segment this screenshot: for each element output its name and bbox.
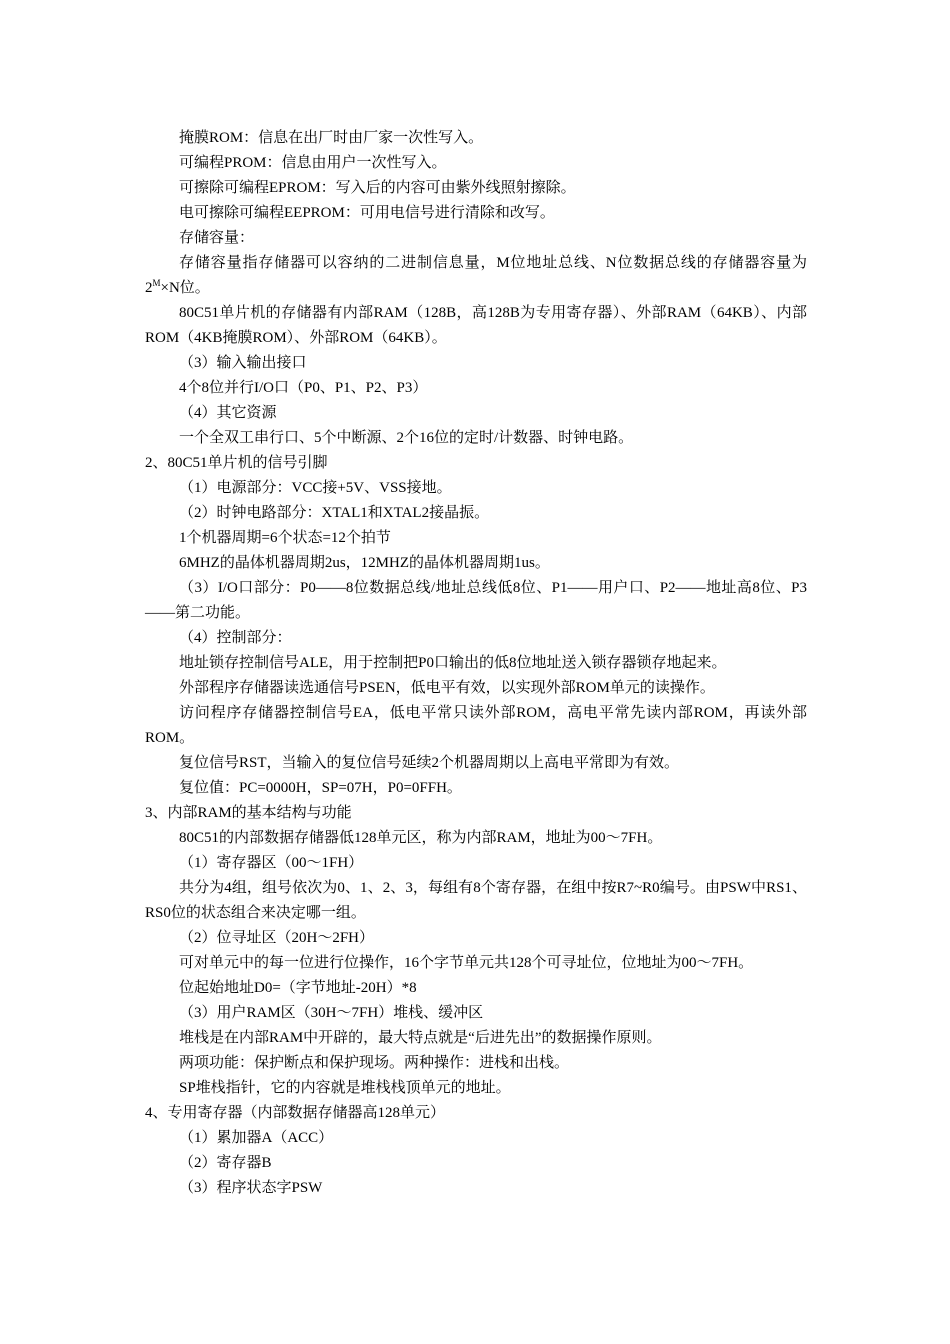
capacity-superscript: M (152, 278, 161, 288)
paragraph-power: （1）电源部分：VCC接+5V、VSS接地。 (179, 480, 452, 496)
paragraph-accumulator: （1）累加器A（ACC） (179, 1130, 334, 1146)
paragraph-prom: 可编程PROM：信息由用户一次性写入。 (179, 155, 447, 171)
paragraph-80c51-memory: 80C51单片机的存储器有内部RAM（128B，高128B为专用寄存器）、外部RAM（64KB）、内部ROM（4KB掩膜ROM）、外部ROM（64KB）。 (145, 305, 807, 346)
paragraph-rst: 复位信号RST，当输入的复位信号延续2个机器周期以上高电平常即为有效。 (179, 755, 680, 771)
paragraph-internal-ram: 80C51的内部数据存储器低128单元区，称为内部RAM，地址为00～7FH。 (179, 830, 663, 846)
paragraph-storage-capacity-heading: 存储容量： (179, 230, 255, 246)
paragraph-psw: （3）程序状态字PSW (179, 1180, 323, 1196)
paragraph-stack-pointer: SP堆栈指针，它的内容就是堆栈栈顶单元的地址。 (179, 1080, 511, 1096)
paragraph-stack-functions: 两项功能：保护断点和保护现场。两种操作：进栈和出栈。 (179, 1055, 570, 1071)
section-heading-special-registers: 4、专用寄存器（内部数据存储器高128单元） (145, 1105, 446, 1121)
paragraph-ale: 地址锁存控制信号ALE，用于控制把P0口输出的低8位地址送入锁存器锁存地起来。 (179, 655, 727, 671)
paragraph-control-heading: （4）控制部分： (179, 630, 292, 646)
paragraph-clock: （2）时钟电路部分：XTAL1和XTAL2接晶振。 (179, 505, 490, 521)
paragraph-storage-capacity-definition (145, 251, 807, 301)
paragraph-io-heading: （3）输入输出接口 (179, 355, 307, 371)
paragraph-mask-rom: 掩膜ROM：信息在出厂时由厂家一次性写入。 (179, 130, 484, 146)
paragraph-ea: 访问程序存储器控制信号EA，低电平常只读外部ROM，高电平常先读内部ROM，再读外部ROM。 (145, 705, 807, 746)
paragraph-io-port-section: （3）I/O口部分：P0——8位数据总线/地址总线低8位、P1——用户口、P2——地址高8位、P3——第二功能。 (145, 580, 807, 621)
section-heading-internal-ram: 3、内部RAM的基本结构与功能 (145, 805, 352, 821)
paragraph-bit-start-address: 位起始地址D0=（字节地址-20H）*8 (179, 980, 417, 996)
paragraph-crystal-cycle: 6MHZ的晶体机器周期2us，12MHZ的晶体机器周期1us。 (179, 555, 550, 571)
paragraph-other-resources: 一个全双工串行口、5个中断源、2个16位的定时/计数器、时钟电路。 (179, 430, 634, 446)
paragraph-eprom: 可擦除可编程EPROM：写入后的内容可由紫外线照射擦除。 (179, 180, 576, 196)
paragraph-io-ports: 4个8位并行I/O口（P0、P1、P2、P3） (179, 380, 428, 396)
paragraph-psen: 外部程序存储器读选通信号PSEN，低电平有效，以实现外部ROM单元的读操作。 (179, 680, 715, 696)
paragraph-register-area-heading: （1）寄存器区（00～1FH） (179, 855, 364, 871)
capacity-text-after: ×N位。 (160, 280, 210, 296)
paragraph-bit-operations: 可对单元中的每一位进行位操作，16个字节单元共128个可寻址位，位地址为00～7FH。 (179, 955, 754, 971)
paragraph-user-ram-heading: （3）用户RAM区（30H～7FH）堆栈、缓冲区 (179, 1005, 484, 1021)
paragraph-register-b: （2）寄存器B (179, 1155, 272, 1171)
section-heading-signal-pins: 2、80C51单片机的信号引脚 (145, 455, 328, 471)
paragraph-reset-values: 复位值：PC=0000H，SP=07H，P0=0FFH。 (179, 780, 462, 796)
paragraph-stack-definition: 堆栈是在内部RAM中开辟的，最大特点就是“后进先出”的数据操作原则。 (179, 1030, 662, 1046)
paragraph-other-resources-heading: （4）其它资源 (179, 405, 277, 421)
paragraph-register-groups: 共分为4组，组号依次为0、1、2、3，每组有8个寄存器，在组中按R7~R0编号。由PSW中RS1、RS0位的状态组合来决定哪一组。 (145, 880, 807, 921)
paragraph-eeprom: 电可擦除可编程EEPROM：可用电信号进行清除和改写。 (179, 205, 555, 221)
paragraph-machine-cycle: 1个机器周期=6个状态=12个拍节 (179, 530, 391, 546)
document-page (145, 126, 807, 1201)
capacity-text-before: 存储容量指存储器可以容纳的二进制信息量，M位地址总线、N位数据总线的存储器容量为2 (145, 255, 807, 296)
paragraph-bit-area-heading: （2）位寻址区（20H～2FH） (179, 930, 375, 946)
